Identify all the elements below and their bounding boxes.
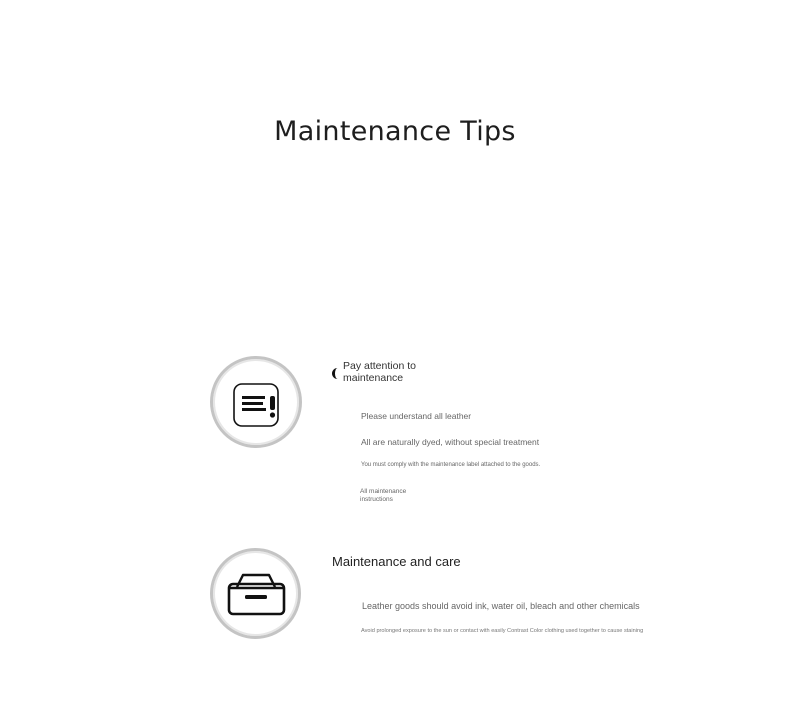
care-line-1: Leather goods should avoid ink, water oil, bleach and other chemicals <box>362 601 640 611</box>
attention-line-3: You must comply with the maintenance label attached to the goods. <box>361 462 541 468</box>
section-title-care: Maintenance and care <box>332 554 461 569</box>
notice-circle <box>210 356 302 448</box>
attention-line-4: All maintenance instructions <box>360 488 407 503</box>
attention-line-2: All are naturally dyed, without special treatment <box>361 437 540 447</box>
storage-circle <box>210 548 301 639</box>
attention-line-1: Please understand all leather <box>361 411 472 421</box>
section-title-attention: Pay attention to maintenance <box>343 360 416 384</box>
page-title: Maintenance Tips <box>274 116 516 147</box>
care-line-2: Avoid prolonged exposure to the sun or contact with easily Contrast Color clothing used together to cause staining <box>361 628 644 634</box>
section-marker <box>332 368 338 379</box>
